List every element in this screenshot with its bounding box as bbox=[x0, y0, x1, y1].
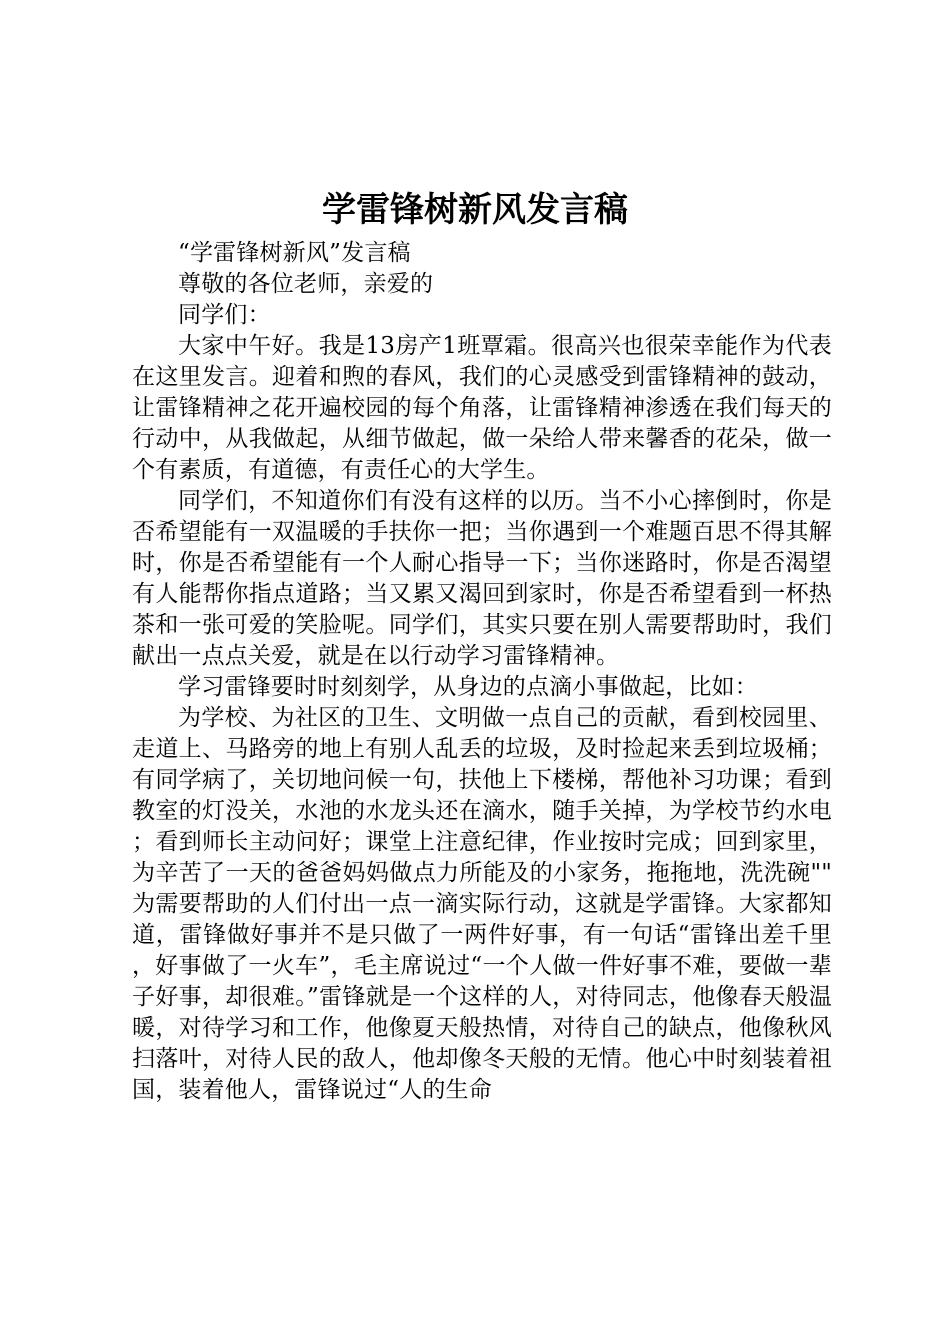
paragraph-learning: 学习雷锋要时时刻刻学，从身边的点滴小事做起，比如： bbox=[178, 674, 758, 700]
paragraph-greeting: 大家中午好。我是13房产1班覃霜。很高兴也很荣幸能作为代表在这里发言。迎着和煦的春风，我们的心灵感受到雷锋精神的鼓动，让雷锋精神之花开遍校园的每个角落，让雷锋精神渗透在我们每天的行动中，从我做起，从细节做起，做一朵给人带来馨香的花朵，做一个有素质，有道德，有责任心的大学生。 bbox=[132, 333, 832, 483]
paragraph-examples: 为学校、为社区的卫生、文明做一点自己的贡献，看到校园里、走道上、马路旁的地上有别人乱丢的垃圾，及时捡起来丢到垃圾桶；有同学病了，关切地问候一句，扶他上下楼梯，帮他补习功课；看到教室的灯没关，水池的水龙头还在滴水，随手关掉，为学校节约水电；看到师长主动问好；课堂上注意纪律，作业按时完成；回到家里，为辛苦了一天的爸爸妈妈做点力所能及的小家务，拖拖地，洗洗碗""为需要帮助的人们付出一点一滴实际行动，这就是学雷锋。大家都知道，雷锋做好事并不是只做了一两件好事，有一句话“雷锋出差千里，好事做了一火车”，毛主席说过“一个人做一件好事不难，要做一辈子好事，却很难。”雷锋就是一个这样的人，对待同志，他像春天般温暖，对待学习和工作，他像夏天般热情，对待自己的缺点，他像秋风扫落叶，对待人民的敌人，他却像冬天般的无情。他心中时刻装着祖国，装着他人，雷锋说过“人的生命 bbox=[132, 705, 832, 1103]
paragraph-salutation-cont: 同学们： bbox=[178, 302, 271, 328]
document-body bbox=[132, 238, 832, 1106]
paragraph-experiences: 同学们，不知道你们有没有这样的以历。当不小心摔倒时，你是否希望能有一双温暖的手扶你一把；当你遇到一个难题百思不得其解时，你是否希望能有一个人耐心指导一下；当你迷路时，你是否渴望有人能帮你指点道路；当又累又渴回到家时，你是否希望看到一杯热茶和一张可爱的笑脸呢。同学们，其实只要在别人需要帮助时，我们献出一点点关爱，就是在以行动学习雷锋精神。 bbox=[132, 488, 832, 669]
document-title: 学雷锋树新风发言稿 bbox=[322, 190, 628, 230]
paragraph-subtitle: “学雷锋树新风”发言稿 bbox=[178, 240, 411, 266]
paragraph-salutation: 尊敬的各位老师，亲爱的 bbox=[178, 271, 434, 297]
